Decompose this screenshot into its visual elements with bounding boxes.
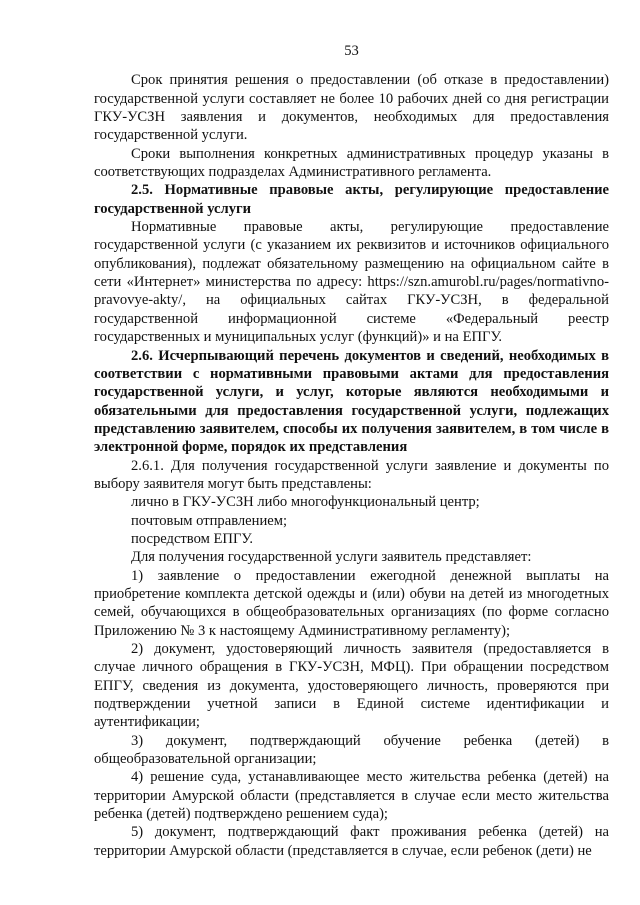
list-item-5-residence-document: 5) документ, подтверждающий факт проживания ребенка (детей) на территории Амурской области (представляется в случае, если ребенок (дети) не (94, 824, 609, 859)
list-item-3-education-document: 3) документ, подтверждающий обучение ребенка (детей) в общеобразовательной организации; (94, 732, 609, 768)
list-item-1-application: 1) заявление о предоставлении ежегодной денежной выплаты на приобретение комплекта детской одежды и (или) обуви на детей из многодетных семей, обучающихся в общеобразовательных организациях (по форме согласно Приложению № 3 к настоящему Административному регламенту); (94, 567, 609, 639)
section-heading-2-6: 2.6. Исчерпывающий перечень документов и сведений, необходимых в соответствии с нормативными правовыми актами для предоставления государственной услуги, и услуг, которые являются необходимыми и обязательными для предоставления государственной услуги, подлежащих представлению заявителем, способы их получения заявителем, в том числе в электронной форме, порядок их представления (94, 347, 609, 456)
paragraph-procedure-terms: Сроки выполнения конкретных административных процедур указаны в соответствующих подразделах Административного регламента. (94, 145, 609, 181)
paragraph-applicant-submits: Для получения государственной услуги заявитель представляет: (131, 549, 532, 566)
paragraph-legal-acts: Нормативные правовые акты, регулирующие предоставление государственной услуги (с указанием их реквизитов и источников официального опубликования), подлежат обязательному размещению на официальном сайте в сети «Интернет» министерства по адресу: https://szn.amurobl.ru/pages/normativno-pravovye-akty/, на официальных сайтах ГКУ-УСЗН, в федеральной государственной информационной системе «Федеральный реестр государственных и муниципальных услуг (функций)» и на ЕПГУ. (94, 219, 609, 346)
list-item-2-identity-document: 2) документ, удостоверяющий личность заявителя (предоставляется в случае личного обращения в ГКУ-УСЗН, МФЦ). При обращении посредством ЕПГУ, сведения из документа, удостоверяющего личность, проверяются при подтверждении учетной записи в Единой системе идентификации и аутентификации; (94, 641, 609, 731)
paragraph-decision-term: Срок принятия решения о предоставлении (об отказе в предоставлении) государственной услуги составляет не более 10 рабочих дней со дня регистрации ГКУ-УСЗН заявления и документов, необходимых для предоставления государственной услуги. (94, 72, 609, 144)
list-item-by-mail: почтовым отправлением; (131, 512, 288, 529)
page-number: 53 (344, 43, 359, 59)
section-heading-2-5: 2.5. Нормативные правовые акты, регулирующие предоставление государственной услуги (94, 182, 609, 217)
paragraph-2-6-1: 2.6.1. Для получения государственной услуги заявление и документы по выбору заявителя могут быть представлены: (94, 457, 609, 492)
list-item-via-epgu: посредством ЕПГУ. (131, 530, 253, 547)
list-item-in-person: лично в ГКУ-УСЗН либо многофункциональный центр; (131, 494, 480, 511)
list-item-4-court-decision: 4) решение суда, устанавливающее место жительства ребенка (детей) на территории Амурской области (представляется в случае если место жительства ребенка (детей) подтверждено решением суда); (94, 769, 609, 823)
